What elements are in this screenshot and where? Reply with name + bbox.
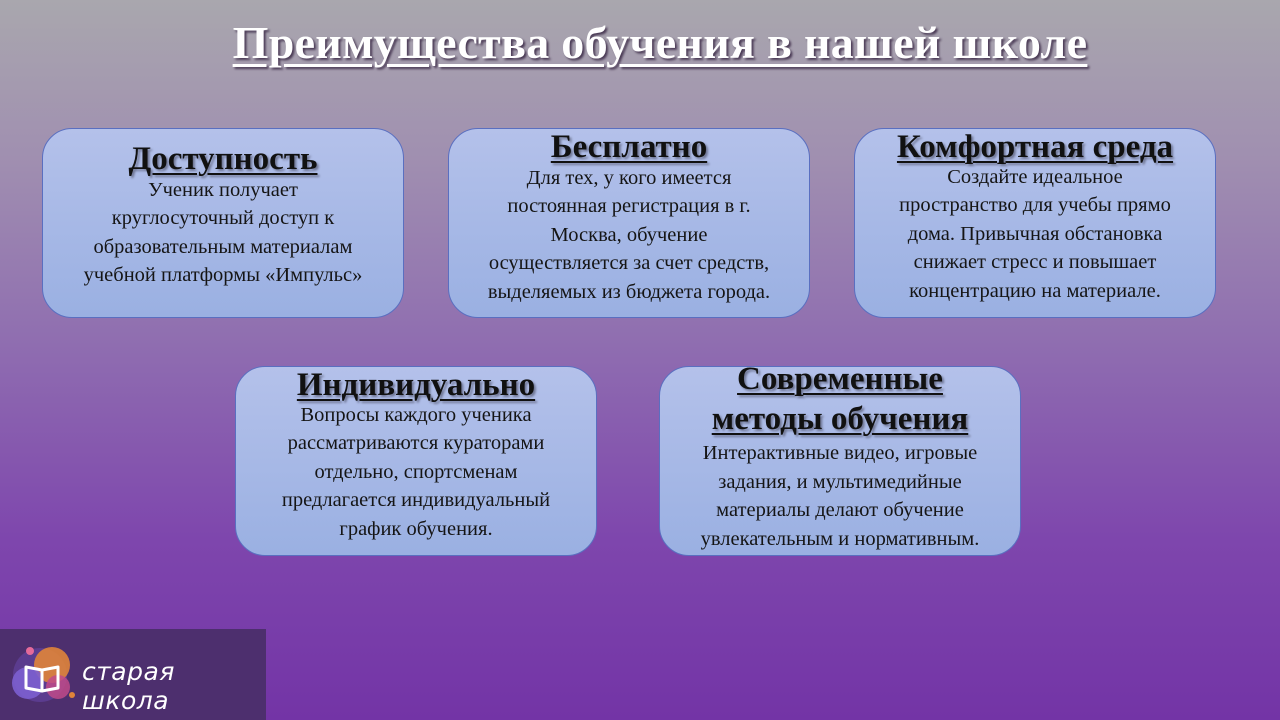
card-text-line: Интерактивные видео, игровые <box>702 442 978 464</box>
card-title: Комфортная среда <box>896 129 1174 165</box>
card-text-line: осуществляется за счет средств, <box>488 252 770 275</box>
card-text-line: рассматриваются кураторами <box>287 432 545 455</box>
card-modern-methods <box>659 361 1021 556</box>
slide-title: Преимущества обучения в нашей школе <box>232 17 1088 68</box>
card-text-line: Создайте идеальное <box>947 165 1123 188</box>
card-text <box>668 439 1012 553</box>
card-text-line: предлагается индивидуальный <box>281 489 551 512</box>
card-title: Бесплатно <box>550 129 708 165</box>
card-text-line: дома. Привычная обстановка <box>907 222 1163 245</box>
card-text-line: выделяемых из бюджета города. <box>487 280 771 303</box>
card-text <box>244 401 588 544</box>
card-title <box>668 359 1012 439</box>
card-text <box>863 163 1207 306</box>
card-title-line: методы обучения <box>711 401 969 437</box>
card-text <box>51 176 395 290</box>
card-text-line: график обучения. <box>339 517 493 540</box>
card-title: Индивидуально <box>296 367 536 403</box>
card-title-line: Современные <box>737 361 943 397</box>
card-text-line: отдельно, спортсменам <box>314 460 518 483</box>
card-individual <box>235 366 597 556</box>
card-accessibility <box>42 128 404 318</box>
logo-text: старая школа <box>82 657 175 715</box>
card-text-line: образовательным материалам <box>93 235 353 258</box>
card-text-line: круглосуточный доступ к <box>111 207 335 230</box>
card-text-line: материалы делают обучение <box>716 499 964 521</box>
card-text-line: задания, и мультимедийные <box>718 470 962 493</box>
card-text-line: Ученик получает <box>148 178 298 201</box>
card-free <box>448 128 810 318</box>
card-comfort <box>854 128 1216 318</box>
card-text-line: пространство для учебы прямо <box>899 194 1171 217</box>
card-text-line: Для тех, у кого имеется <box>526 166 732 189</box>
card-text-line: Вопросы каждого ученика <box>300 403 532 426</box>
book-icon <box>6 637 80 711</box>
card-text-line: Москва, обучение <box>550 223 708 246</box>
card-text-line: постоянная регистрация в г. <box>507 195 751 218</box>
card-title: Доступность <box>128 141 318 177</box>
card-text <box>457 164 801 307</box>
card-text-line: концентрацию на материале. <box>909 279 1161 302</box>
card-text-line: учебной платформы «Импульс» <box>83 264 363 287</box>
card-text-line: увлекательным и нормативным. <box>700 527 980 550</box>
card-text-line: снижает стресс и повышает <box>913 251 1157 274</box>
school-logo <box>0 629 266 720</box>
